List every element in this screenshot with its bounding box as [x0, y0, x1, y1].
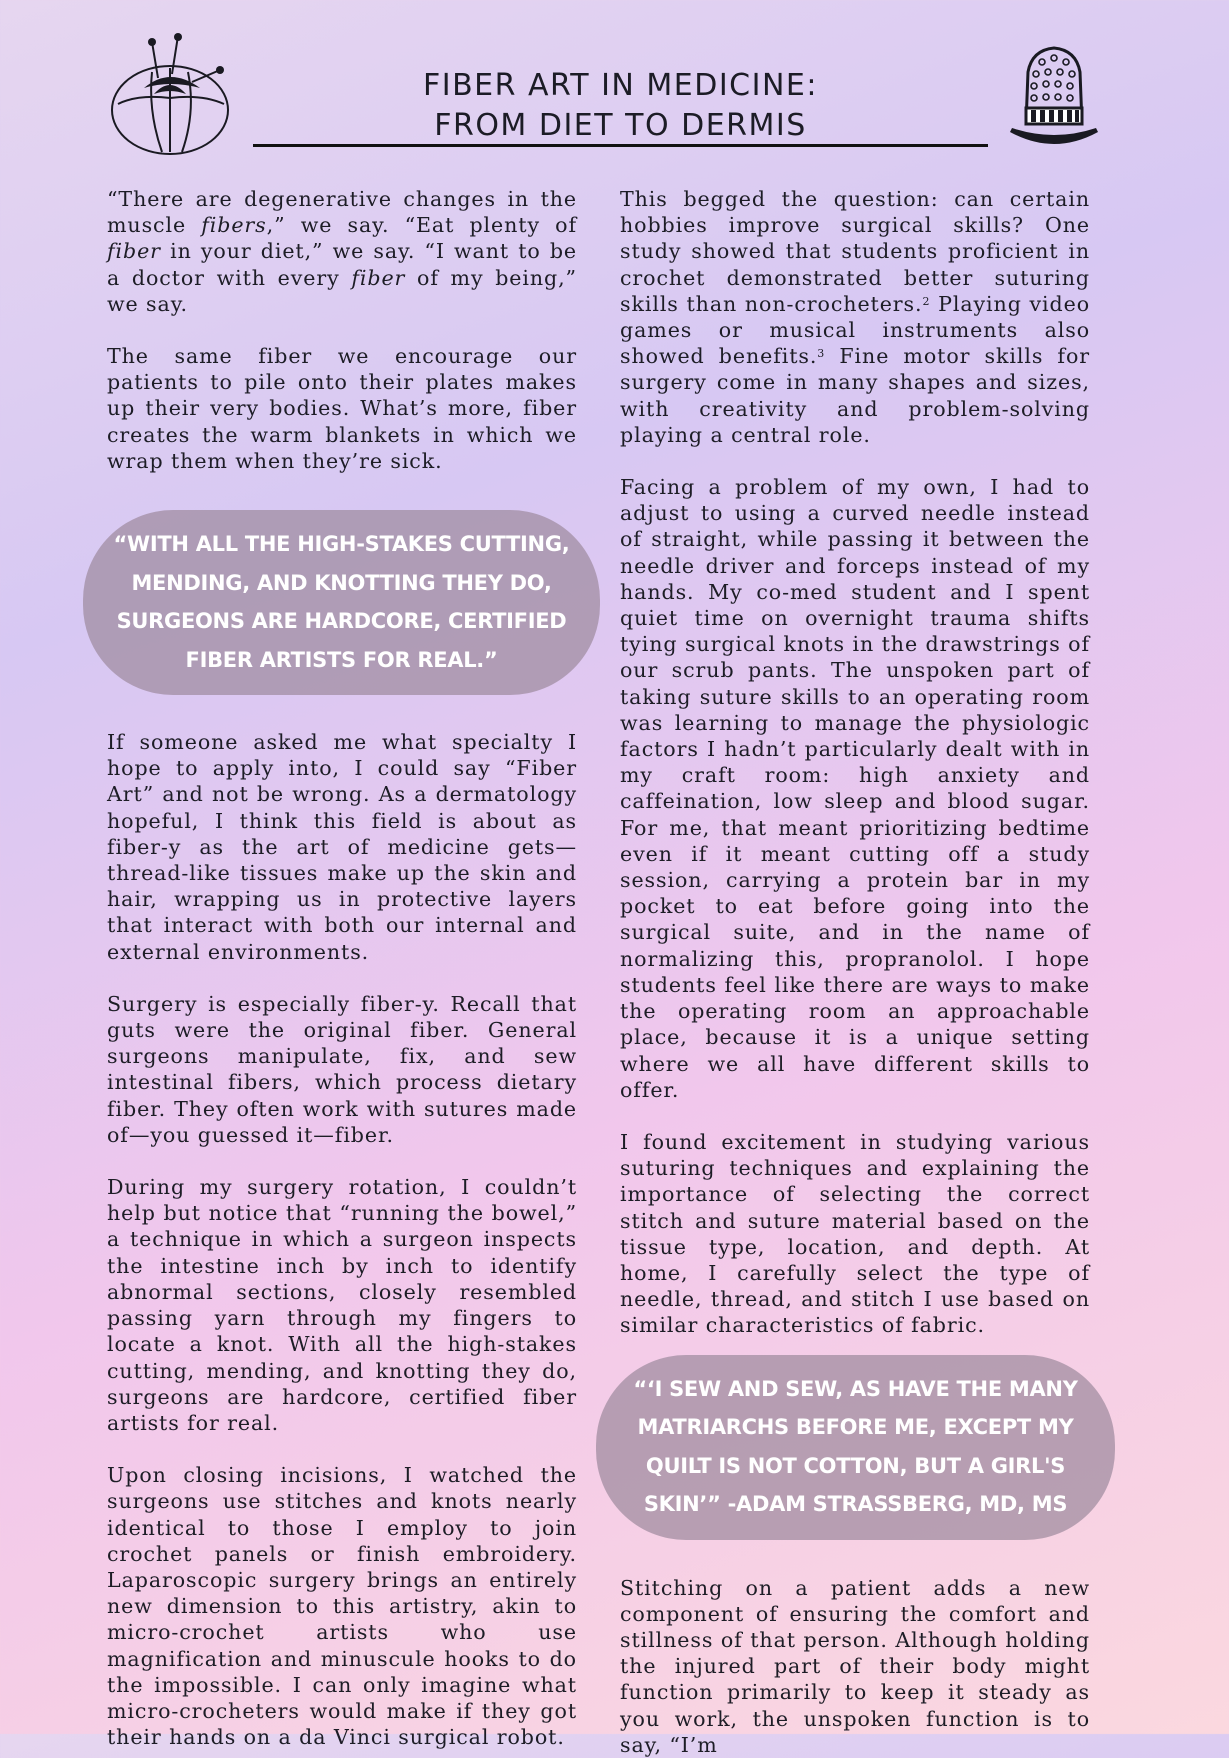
spacer: [620, 1103, 1090, 1129]
title-line-1: FIBER ART IN MEDICINE:: [423, 68, 818, 103]
text-span: ,” we say. “Eat plenty of: [266, 213, 577, 238]
text-span: “There are degenerative changes in the muscle: [107, 187, 577, 238]
pull-quote-left: “WITH ALL THE HIGH-STAKES CUTTING, MENDING, AND KNOTTING THEY DO, SURGEONS ARE HARDCORE, CERTIFIED FIBER ARTISTS FOR REAL.”: [83, 510, 600, 695]
left-paragraph-2: The same fiber we encourage our patients to pile onto their plates makes up their very bodies. What’s more, fiber creates the warm blankets in which we wrap them when they’re sick.: [107, 344, 577, 473]
pincushion-icon: [108, 32, 236, 160]
left-paragraph-6: Upon closing incisions, I watched the surgeons use stitches and knots nearly identical to those I employ to join crochet panels or finish embroidery. Laparoscopic surgery brings an entirely new dimension to this artistry, akin to micro-crochet artists who use magnification and minuscule hooks to do the impossible. I can only imagine what micro-crocheters would make if they got their hands on a da Vinci surgical robot.: [107, 1463, 577, 1750]
citation-superscript: 2: [922, 294, 931, 308]
thimble-icon: [1004, 42, 1104, 150]
page-title: [253, 66, 988, 146]
spacer: [107, 317, 577, 343]
right-paragraph-2: Facing a problem of my own, I had to adjust to using a curved needle instead of straight, while passing it between the needle driver and forceps instead of my hands. My co-med student and I spent quiet time on overnight trauma shifts tying surgical knots in the drawstrings of our scrub pants. The unspoken part of taking suture skills to an operating room was learning to manage the physiologic factors I hadn’t particularly dealt with in my craft room: high anxiety and caffeination, low sleep and blood sugar. For me, that meant prioritizing bedtime even if it meant cutting off a study session, carrying a protein bar in my pocket to eat before going into the surgical suite, and in the name of normalizing this, propranolol. I hope students feel like there are ways to make the operating room an approachable place, because it is a unique setting where we all have different skills to offer.: [620, 475, 1090, 1102]
left-paragraph-3: If someone asked me what specialty I hope to apply into, I could say “Fiber Art” and not be wrong. As a dermatology hopeful, I think this field is about as fiber-y as the art of medicine gets—thread-like tissues make up the skin and hair, wrapping us in protective layers that interact with both our internal and external environments.: [107, 730, 577, 964]
text-span: of my being,” we say.: [107, 265, 577, 316]
text-span: in your diet,” we say. “I want to be a doctor with every: [107, 239, 577, 290]
right-paragraph-1: [620, 186, 1090, 448]
pull-quote-right: “‘I SEW AND SEW, AS HAVE THE MANY MATRIARCHS BEFORE ME, EXCEPT MY QUILT IS NOT COTTON, BUT A GIRL'S SKIN’” -ADAM STRASSBERG, MD, MS: [596, 1355, 1115, 1540]
right-column: [620, 186, 1090, 1758]
right-paragraph-3: I found excitement in studying various suturing techniques and explaining the importance of selecting the correct stitch and suture material based on the tissue type, location, and depth. At home, I carefully select the type of needle, thread, and stitch I use based on similar characteristics of fabric.: [620, 1129, 1090, 1338]
emphasis: fiber: [351, 265, 406, 290]
left-column: [107, 186, 577, 1750]
left-paragraph-4: Surgery is especially fiber-y. Recall that guts were the original fiber. General surgeons manipulate, fix, and sew intestinal fibers, which process dietary fiber. They often work with sutures made of—you guessed it—fiber.: [107, 991, 577, 1147]
spacer: [107, 1148, 577, 1174]
spacer: [107, 1436, 577, 1462]
right-paragraph-4: Stitching on a patient adds a new component of ensuring the comfort and stillness of that person. Although holding the injured part of their body might function primarily to keep it steady as you work, the unspoken function is to say, “I’m: [620, 1575, 1090, 1757]
text-span: This begged the question: can certain hobbies improve surgical skills? One study showed that students proficient in crochet demonstrated better suturing skills than non-crocheters.: [620, 187, 1090, 316]
spacer: [620, 448, 1090, 474]
spacer: [107, 965, 577, 991]
citation-superscript: 3: [817, 347, 826, 361]
title-line-2: FROM DIET TO DERMIS: [434, 108, 807, 143]
emphasis: fibers: [201, 213, 267, 238]
emphasis: fiber: [107, 239, 161, 264]
text-span: Fine motor skills for surgery come in many shapes and sizes, with creativity and problem-solving playing a central role.: [620, 344, 1090, 447]
left-paragraph-1: [107, 186, 577, 317]
left-paragraph-5: During my surgery rotation, I couldn’t help but notice that “running the bowel,” a technique in which a surgeon inspects the intestine inch by inch to identify abnormal sections, closely resembled passing yarn through my fingers to locate a knot. With all the high-stakes cutting, mending, and knotting they do, surgeons are hardcore, certified fiber artists for real.: [107, 1175, 577, 1435]
text-span: Playing video games or musical instruments also showed benefits.: [620, 291, 1090, 369]
title-underline: [253, 144, 988, 147]
